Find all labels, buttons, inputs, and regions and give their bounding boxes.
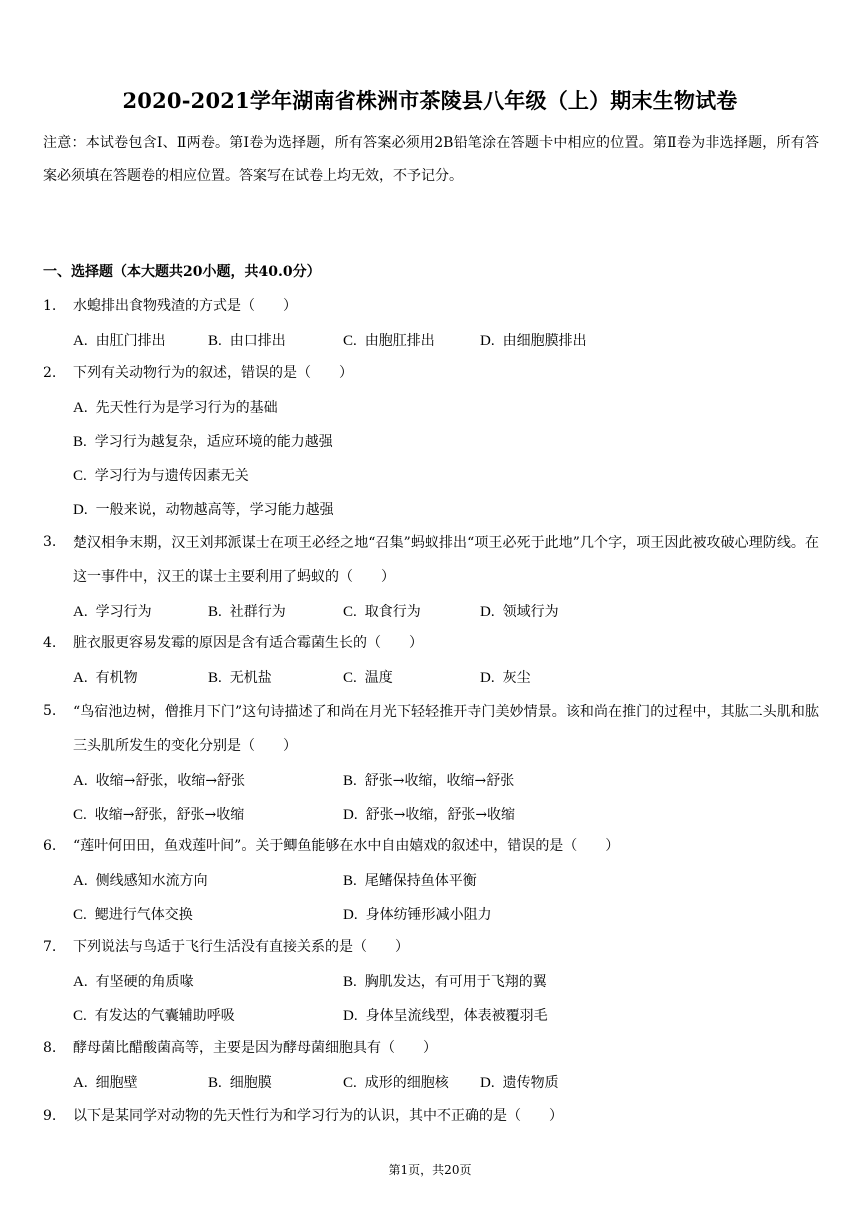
question-number: 3. (43, 534, 57, 550)
option-a: A. 有机物 (73, 670, 138, 686)
question-1 (43, 290, 819, 357)
question-6 (43, 830, 819, 931)
question-stem: 酵母菌比醋酸菌高等，主要是因为酵母菌细胞具有（ ） (73, 1040, 437, 1056)
option-a: A. 侧线感知水流方向 (73, 873, 208, 889)
question-stem: 下列有关动物行为的叙述，错误的是（ ） (73, 365, 353, 381)
option-d: D. 遗传物质 (480, 1075, 559, 1091)
option-b: B. 细胞膜 (208, 1075, 272, 1091)
question-number: 6. (43, 838, 57, 854)
option-a: A. 由肛门排出 (73, 333, 166, 349)
exam-notice: 注意：本试卷包含Ⅰ、Ⅱ两卷。第Ⅰ卷为选择题，所有答案必须用2B铅笔涂在答题卡中相应的位置。第Ⅱ卷为非选择题，所有答案必须填在答题卷的相应位置。答案写在试卷上均无效，不予记分。 (43, 135, 819, 184)
option-a: A. 先天性行为是学习行为的基础 (73, 400, 278, 416)
option-c: C. 有发达的气囊辅助呼吸 (73, 1008, 235, 1024)
option-c: C. 学习行为与遗传因素无关 (73, 468, 249, 484)
question-number: 9. (43, 1108, 57, 1124)
option-a: A. 细胞壁 (73, 1075, 138, 1091)
option-d: D. 领域行为 (480, 604, 559, 620)
option-d: D. 身体呈流线型，体表被覆羽毛 (343, 1008, 548, 1024)
question-stem: “莲叶何田田，鱼戏莲叶间”。关于鲫鱼能够在水中自由嬉戏的叙述中，错误的是（ ） (73, 838, 620, 854)
question-4 (43, 627, 819, 694)
option-b: B. 无机盐 (208, 670, 272, 686)
option-c: C. 成形的细胞核 (343, 1075, 449, 1091)
question-number: 5. (43, 703, 57, 719)
question-number: 7. (43, 939, 57, 955)
option-b: B. 尾鳍保持鱼体平衡 (343, 873, 477, 889)
question-stem: 以下是某同学对动物的先天性行为和学习行为的认识，其中不正确的是（ ） (73, 1108, 563, 1124)
option-c: C. 由胞肛排出 (343, 333, 435, 349)
option-a: A. 有坚硬的角质喙 (73, 974, 194, 990)
question-number: 8. (43, 1040, 57, 1056)
option-c: C. 鳃进行气体交换 (73, 907, 193, 923)
option-b: B. 由口排出 (208, 333, 286, 349)
question-stem: 下列说法与鸟适于飞行生活没有直接关系的是（ ） (73, 939, 409, 955)
option-d: D. 灰尘 (480, 670, 531, 686)
option-d: D. 舒张→收缩，舒张→收缩 (343, 807, 516, 823)
question-number: 2. (43, 365, 57, 381)
question-2 (43, 357, 819, 526)
question-8 (43, 1032, 819, 1099)
option-b: B. 社群行为 (208, 604, 286, 620)
option-a: A. 学习行为 (73, 604, 152, 620)
question-number: 4. (43, 635, 57, 651)
option-d: D. 由细胞膜排出 (480, 333, 587, 349)
page-title: 2020-2021学年湖南省株洲市茶陵县八年级（上）期末生物试卷 (122, 88, 738, 113)
question-5 (43, 695, 819, 831)
question-stem: 脏衣服更容易发霉的原因是含有适合霉菌生长的（ ） (73, 635, 423, 651)
option-c: C. 取食行为 (343, 604, 421, 620)
question-number: 1. (43, 298, 57, 314)
option-c: C. 收缩→舒张，舒张→收缩 (73, 807, 245, 823)
question-9 (43, 1100, 819, 1133)
question-7 (43, 931, 819, 1032)
question-stem: 楚汉相争末期，汉王刘邦派谋士在项王必经之地“召集”蚂蚁排出“项王必死于此地”几个字，项王因此被攻破心理防线。在这一事件中，汉王的谋士主要利用了蚂蚁的（ ） (73, 535, 819, 585)
option-a: A. 收缩→舒张，收缩→舒张 (73, 773, 246, 789)
question-stem: “鸟宿池边树，僧推月下门”这句诗描述了和尚在月光下轻轻推开寺门美妙情景。该和尚在推门的过程中，其肱二头肌和肱三头肌所发生的变化分别是（ ） (73, 704, 819, 754)
option-b: B. 胸肌发达，有可用于飞翔的翼 (343, 974, 547, 990)
option-b: B. 学习行为越复杂，适应环境的能力越强 (73, 434, 333, 450)
option-b: B. 舒张→收缩，收缩→舒张 (343, 773, 515, 789)
question-3 (43, 526, 819, 628)
question-stem: 水螅排出食物残渣的方式是（ ） (73, 298, 297, 314)
page-footer: 第1页，共20页 (388, 1163, 472, 1177)
option-d: D. 一般来说，动物越高等，学习能力越强 (73, 502, 334, 518)
option-c: C. 温度 (343, 670, 393, 686)
option-d: D. 身体纺锤形减小阻力 (343, 907, 492, 923)
section-heading: 一、选择题（本大题共20小题，共40.0分） (43, 264, 321, 280)
